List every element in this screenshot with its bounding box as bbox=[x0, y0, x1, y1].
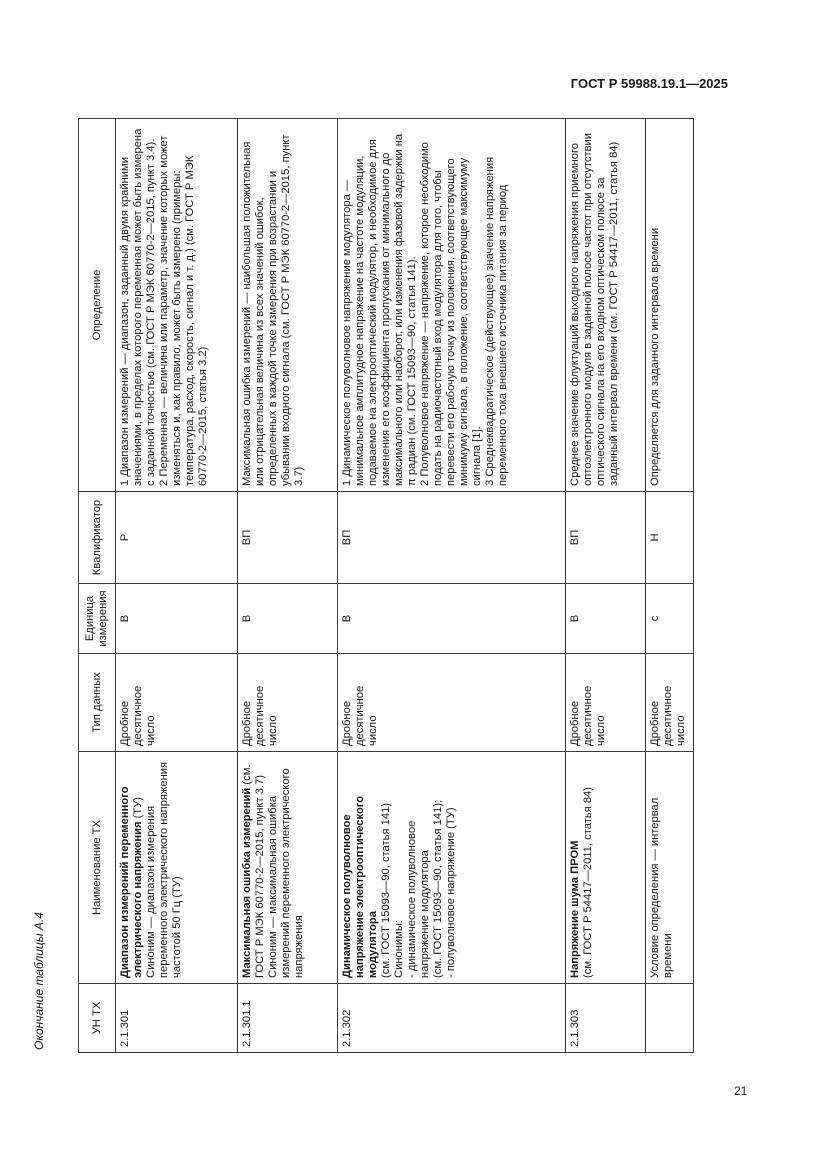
cell-type bbox=[338, 654, 566, 752]
cell-qualifier-text: ВП bbox=[241, 529, 253, 546]
cell-qualifier bbox=[338, 492, 566, 584]
cell-definition-text: Максимальная ошибка измерений — наибольшая положительная или отрицательная величина из всех значений ошибок, определенных в каждой точке измерения при возрастании и убывании входного сигнала (см. ГОСТ Р МЭК 60770-2—2015, пункт 3.7) bbox=[241, 134, 305, 486]
rotated-table-container bbox=[78, 119, 726, 1053]
cell-qualifier bbox=[646, 492, 694, 584]
term-name: Напряжение шума ПРОМ bbox=[569, 840, 581, 978]
cell-definition bbox=[238, 119, 338, 492]
cell-type bbox=[116, 654, 238, 752]
header-id: УН ТХ bbox=[79, 984, 116, 1053]
cell-definition-text: Среднее значение флуктуаций выходного напряжения приемного оптоэлектронного модуля в заданной полосе частот при отсутствии оптического сигнала на его входном оптическом полюсе за заданный интервал времени (см. ГОСТ Р 54417—2011, статья 84) bbox=[569, 132, 620, 486]
definitions-table bbox=[78, 118, 694, 1053]
cell-qualifier-text: Р bbox=[119, 533, 131, 542]
table-body bbox=[116, 119, 694, 1053]
cell-qualifier-text: ВП bbox=[569, 529, 581, 546]
cell-id-text: 2.1.301.1 bbox=[241, 1000, 253, 1047]
header-name: Наименование ТХ bbox=[79, 752, 116, 984]
term-details: (см. ГОСТ Р МЭК 60770-2—2015, пункт 3.7) Синоним — максимальная ошибка измерений переменного электрического напряжения bbox=[241, 764, 305, 978]
cell-id-text: 2.1.303 bbox=[569, 1009, 581, 1047]
term-details: (см. ГОСТ Р 54417—2011, статья 84) bbox=[582, 786, 594, 978]
cell-unit bbox=[116, 584, 238, 654]
cell-definition-text: Определяется для заданного интервала времени bbox=[649, 227, 661, 486]
cell-name bbox=[238, 752, 338, 984]
cell-qualifier-text: Н bbox=[649, 533, 661, 542]
term-details: (см. ГОСТ 15093—90, статья 141) Синонимы: - динамическое полуволновое напряжение модулятора (см. ГОСТ 15093—90, статья 141); - полуволновое напряжение (ТУ) bbox=[380, 799, 457, 978]
header-qualifier: Квалификатор bbox=[79, 492, 116, 584]
cell-qualifier bbox=[116, 492, 238, 584]
document-code: ГОСТ Р 59988.19.1—2025 bbox=[570, 76, 728, 91]
cell-type bbox=[646, 654, 694, 752]
header-definition: Определение bbox=[79, 119, 116, 492]
cell-qualifier bbox=[238, 492, 338, 584]
term-details: Условие определения — интервал времени bbox=[649, 797, 674, 978]
term-name: Диапазон измерений переменного электрического напряжения bbox=[119, 786, 144, 978]
cell-type-text: Дробное десятичное число bbox=[569, 685, 607, 746]
table-row bbox=[116, 119, 238, 1053]
cell-id-text: 2.1.302 bbox=[341, 1009, 353, 1047]
cell-definition-text: 1 Диапазон измерений — диапазон, заданный двумя крайними значениями, в пределах которого переменная может быть измерена с заданной точностью (см. ГОСТ Р МЭК 60770-2—2015, пункт 3.4). 2 Переменная — величина или параметр, значение которых может изменяться и, как правило, может быть измерено (примеры: температура, расход, скорость, сигнал и т. д.) (см. ГОСТ Р МЭК 60770-2—2015, статья 3.2) bbox=[119, 128, 209, 486]
cell-name bbox=[338, 752, 566, 984]
cell-type-text: Дробное десятичное число bbox=[649, 685, 687, 746]
cell-unit-text: В bbox=[241, 614, 253, 623]
cell-id bbox=[566, 984, 646, 1053]
cell-unit-text: с bbox=[649, 615, 661, 622]
cell-definition bbox=[116, 119, 238, 492]
cell-id bbox=[338, 984, 566, 1053]
cell-unit bbox=[566, 584, 646, 654]
cell-id bbox=[238, 984, 338, 1053]
table-row bbox=[566, 119, 646, 1053]
cell-unit-text: В bbox=[119, 614, 131, 623]
table-row bbox=[338, 119, 566, 1053]
term-name: Максимальная ошибка измерений bbox=[241, 787, 253, 978]
cell-type-text: Дробное десятичное число bbox=[341, 685, 379, 746]
cell-definition bbox=[566, 119, 646, 492]
cell-id bbox=[116, 984, 238, 1053]
cell-definition-text: 1 Динамическое полуволновое напряжение модулятора — минимальное амплитудное напряжение на частоте модуляции, подаваемое на электрооптический модулятор, и необходимое для изменения его коэффициента пропускания от минимального до максимального или наоборот, или изменения фазовой задержки на π радиан (см. ГОСТ 15093—90, статья 141). 2 Полуволновое напряжение — напряжение, которое необходимо подать на радиочастотный вход модулятора для того, чтобы перевести его рабочую точку из положения, соответствующего минимуму сигнала, в положение, соответствующее максимуму сигнала [1]. 3 Среднеквадратическое (действующее) значение напряжения переменного тока внешнего источника питания за период bbox=[341, 133, 509, 486]
cell-definition bbox=[646, 119, 694, 492]
table-row bbox=[646, 119, 694, 1053]
cell-name bbox=[116, 752, 238, 984]
page-number: 21 bbox=[734, 1084, 748, 1098]
term-details: (ТУ) Синоним — диапазон измерения переменного электрического напряжения частотой 50 Гц (ТУ) bbox=[132, 761, 183, 978]
cell-qualifier bbox=[566, 492, 646, 584]
cell-unit-text: В bbox=[341, 614, 353, 623]
cell-type-text: Дробное десятичное число bbox=[119, 685, 157, 746]
table-caption: Окончание таблицы А.4 bbox=[32, 912, 46, 1050]
cell-name bbox=[566, 752, 646, 984]
header-type: Тип данных bbox=[79, 654, 116, 752]
cell-id-text: 2.1.301 bbox=[119, 1009, 131, 1047]
cell-type-text: Дробное десятичное число bbox=[241, 685, 279, 746]
cell-unit bbox=[338, 584, 566, 654]
table-header-row bbox=[79, 119, 116, 1053]
cell-id bbox=[646, 984, 694, 1053]
cell-qualifier-text: ВП bbox=[341, 529, 353, 546]
header-unit: Единица измерения bbox=[79, 584, 116, 654]
cell-type bbox=[566, 654, 646, 752]
cell-definition bbox=[338, 119, 566, 492]
table-row bbox=[238, 119, 338, 1053]
cell-unit bbox=[238, 584, 338, 654]
cell-unit bbox=[646, 584, 694, 654]
term-name: Динамическое полуволновое напряжение электрооптического модулятора bbox=[341, 795, 379, 978]
cell-name bbox=[646, 752, 694, 984]
cell-unit-text: В bbox=[569, 614, 581, 623]
cell-type bbox=[238, 654, 338, 752]
